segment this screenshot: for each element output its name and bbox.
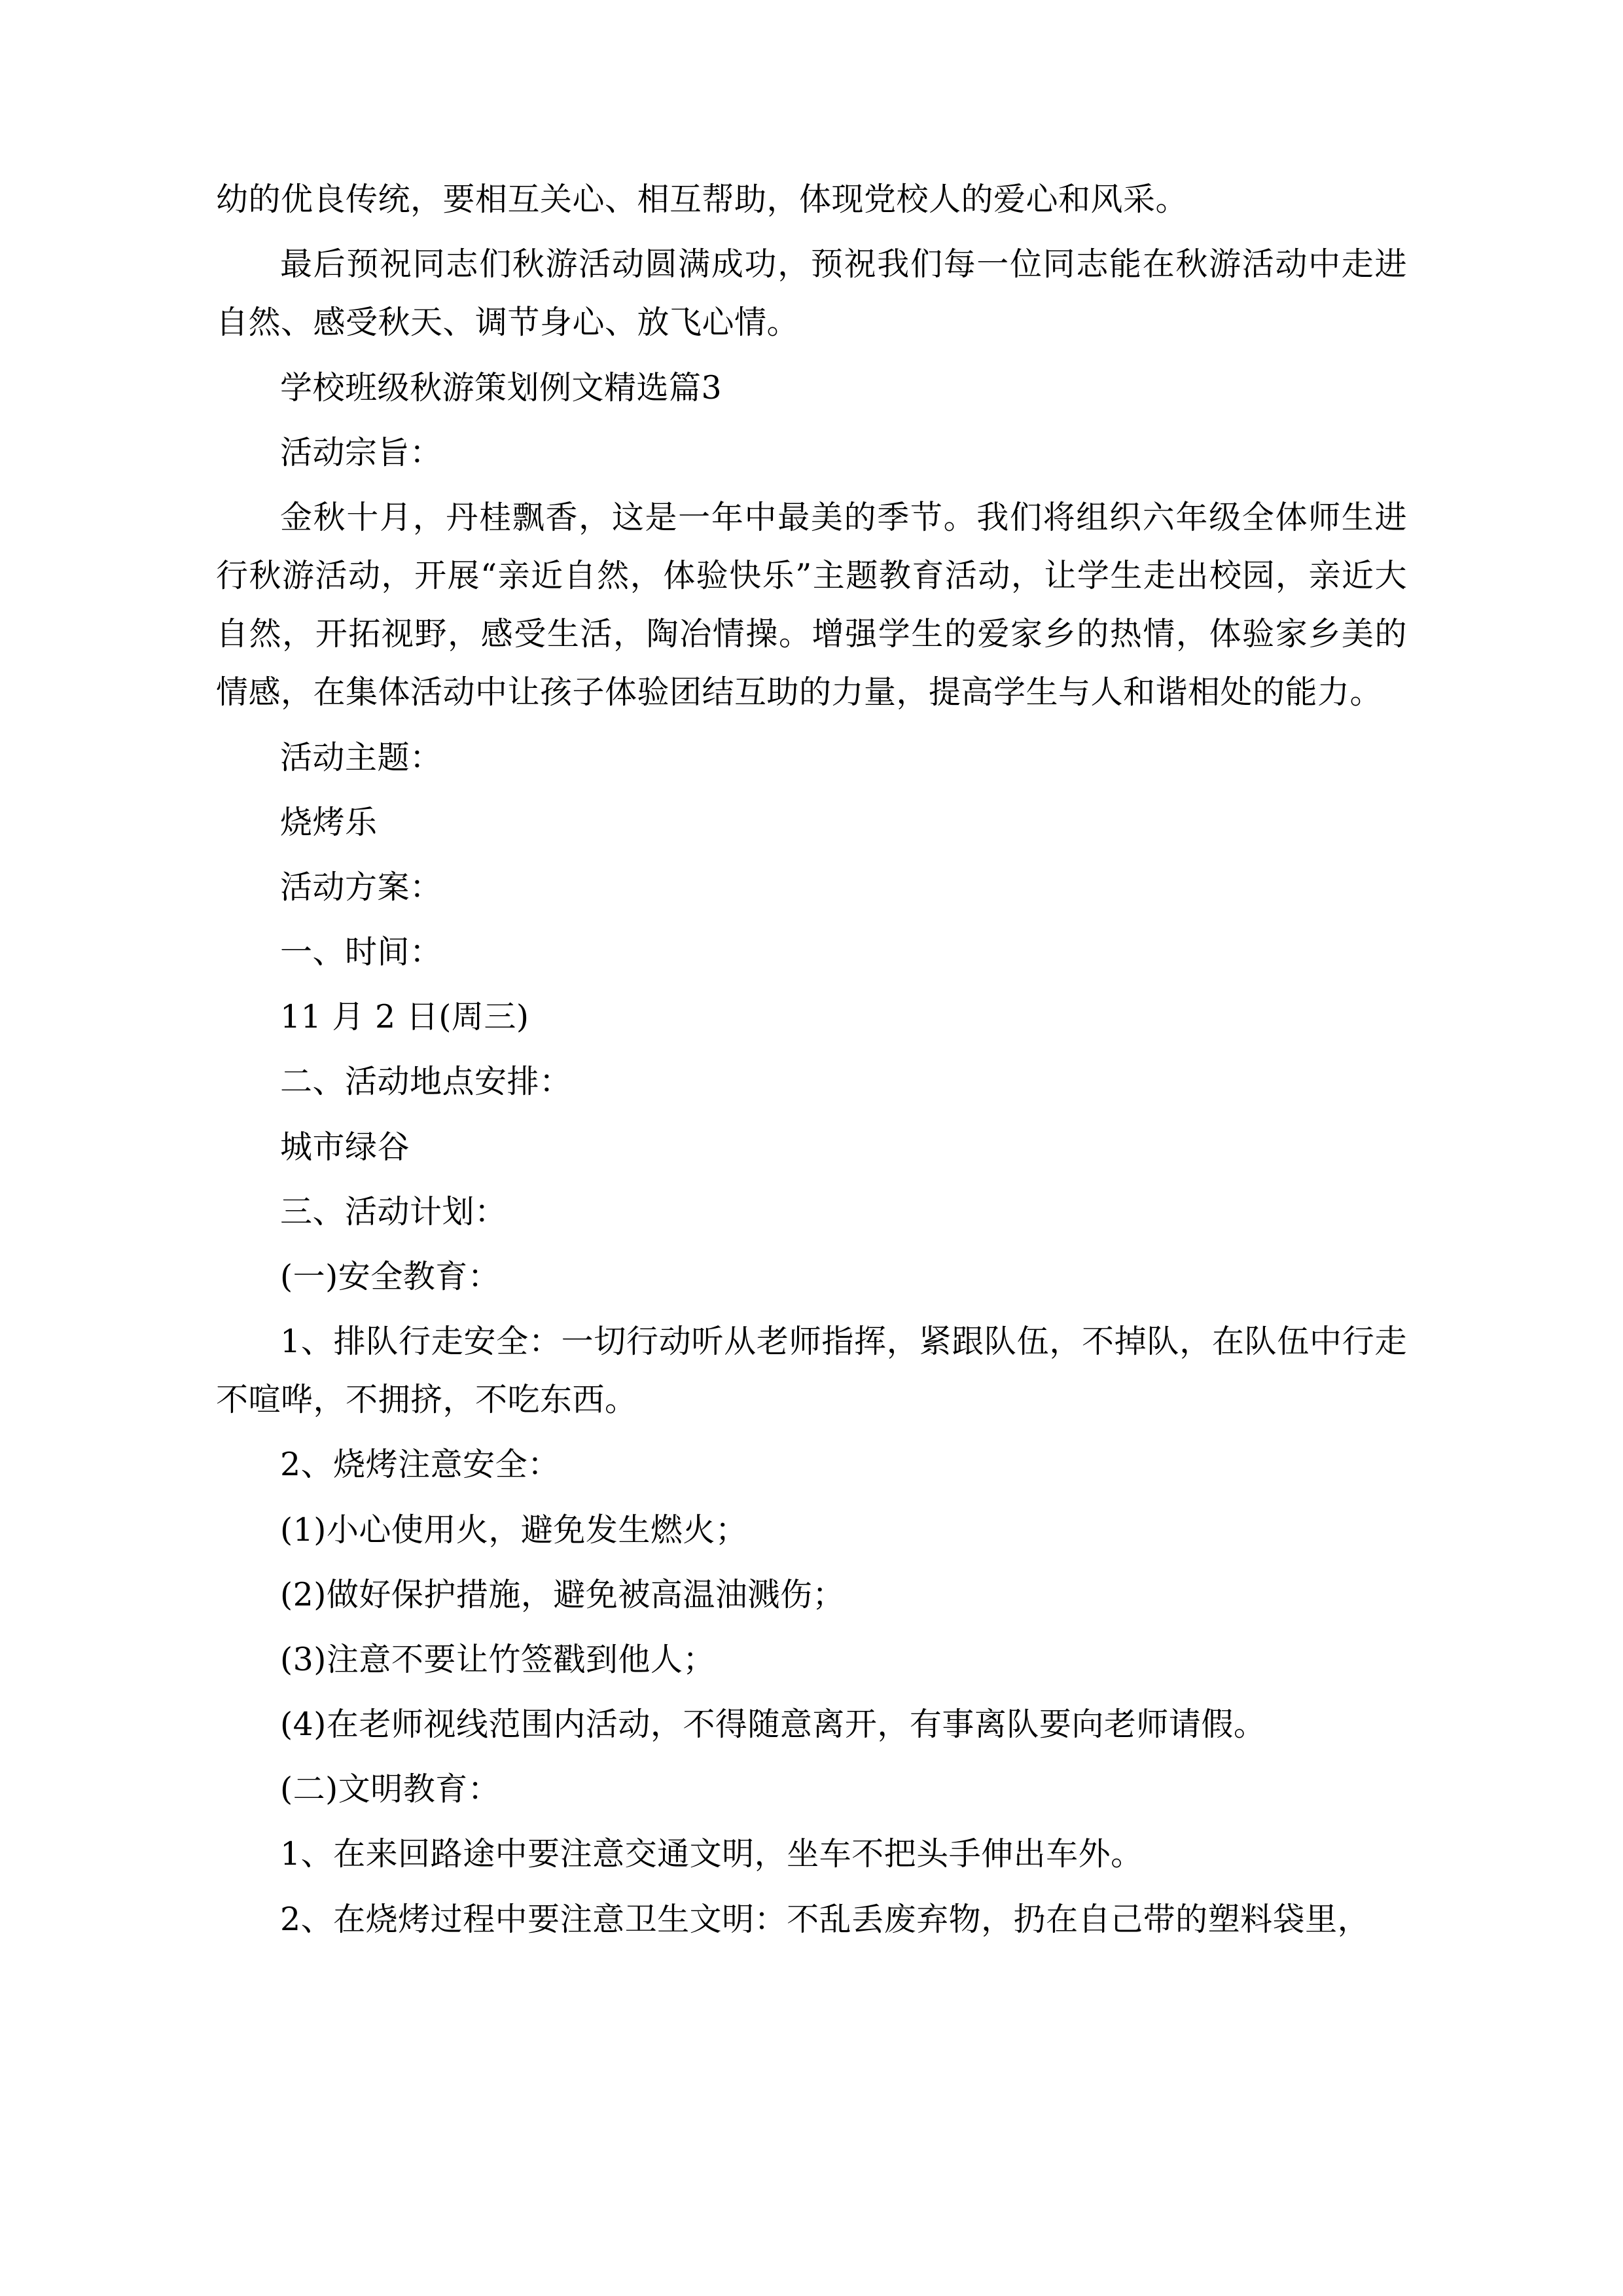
paragraph: 活动方案：	[280, 868, 442, 906]
paragraph: 2、在烧烤过程中要注意卫生文明：不乱丢废弃物，扔在自己带的塑料袋里，	[280, 1900, 1370, 1938]
paragraph: (一)安全教育：	[280, 1257, 501, 1295]
paragraph: 烧烤乐	[280, 803, 378, 841]
paragraph: 一、时间：	[280, 933, 442, 971]
paragraph: 城市绿谷	[280, 1128, 410, 1166]
section-heading: 学校班级秋游策划例文精选篇3	[280, 368, 722, 406]
paragraph: 活动宗旨：	[280, 433, 442, 471]
paragraph: 1、在来回路途中要注意交通文明，坐车不把头手伸出车外。	[280, 1835, 1143, 1873]
paragraph: 1、排队行走安全：一切行动听从老师指挥，紧跟队伍，不掉队，在队伍中行走不喧哗，不拥挤，不吃东西。	[216, 1323, 1407, 1419]
paragraph: (2)做好保护措施，避免被高温油溅伤；	[280, 1575, 845, 1613]
paragraph: (3)注意不要让竹签戳到他人；	[280, 1640, 715, 1678]
paragraph: 幼的优良传统，要相互关心、相互帮助，体现党校人的爱心和风采。	[216, 181, 1188, 218]
paragraph: (二)文明教育：	[280, 1770, 501, 1808]
document-body	[216, 170, 1407, 1948]
paragraph: 2、烧烤注意安全：	[280, 1446, 560, 1484]
paragraph: 三、活动计划：	[280, 1193, 507, 1230]
paragraph: 二、活动地点安排：	[280, 1063, 572, 1101]
paragraph: (4)在老师视线范围内活动，不得随意离开，有事离队要向老师请假。	[280, 1706, 1266, 1744]
paragraph: 11 月 2 日(周三)	[280, 998, 529, 1036]
paragraph: 活动主题：	[280, 738, 442, 776]
paragraph: 最后预祝同志们秋游活动圆满成功，预祝我们每一位同志能在秋游活动中走进自然、感受秋天、调节身心、放飞心情。	[216, 245, 1407, 342]
paragraph: (1)小心使用火，避免发生燃火；	[280, 1511, 748, 1549]
paragraph: 金秋十月，丹桂飘香，这是一年中最美的季节。我们将组织六年级全体师生进行秋游活动，开展“亲近自然，体验快乐”主题教育活动，让学生走出校园，亲近大自然，开拓视野，感受生活，陶冶情操。增强学生的爱家乡的热情，体验家乡美的情感，在集体活动中让孩子体验团结互助的力量，提高学生与人和谐相处的能力。	[216, 498, 1407, 711]
